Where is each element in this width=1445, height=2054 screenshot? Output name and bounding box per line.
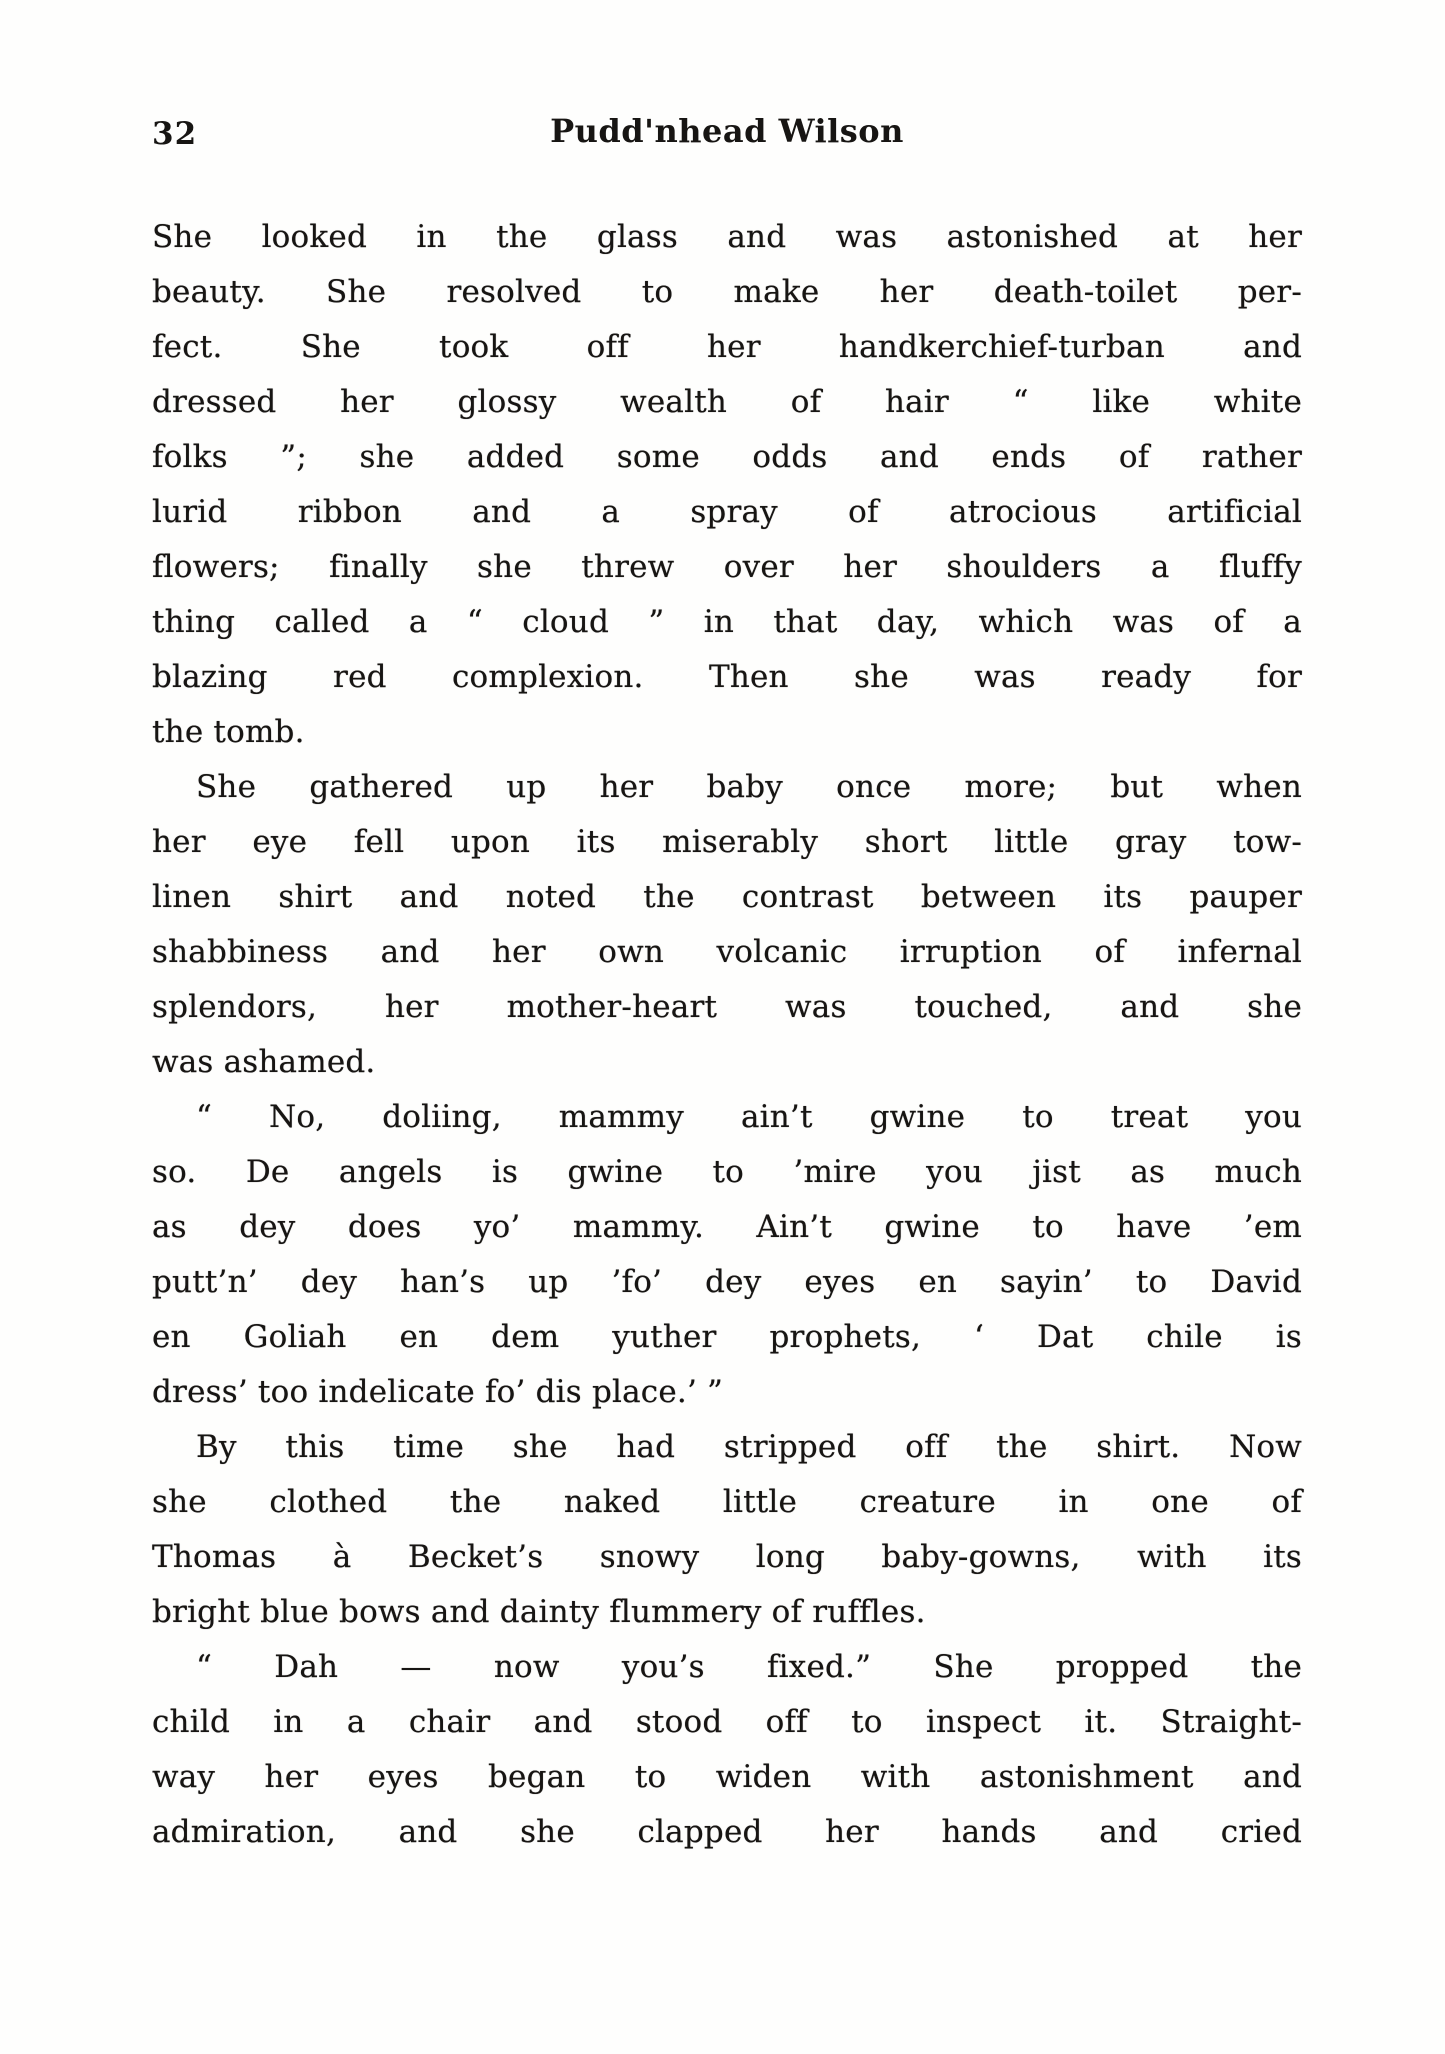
- running-title: Pudd'nhead Wilson: [550, 112, 904, 150]
- text-line: dressed her glossy wealth of hair “ like white: [152, 384, 1302, 420]
- text-line: folks ”; she added some odds and ends of rather: [152, 439, 1302, 475]
- type-block: [152, 112, 1302, 1860]
- text-line: as dey does yo’ mammy. Ain’t gwine to have ’em: [152, 1209, 1302, 1245]
- text-line: By this time she had stripped off the shirt. Now: [196, 1429, 1302, 1465]
- text-line: way her eyes began to widen with astonishment and: [152, 1759, 1302, 1795]
- text-line: fect. She took off her handkerchief-turban and: [152, 329, 1302, 365]
- text-line: flowers; finally she threw over her shoulders a fluffy: [152, 549, 1302, 585]
- text-line: putt’n’ dey han’s up ’fo’ dey eyes en sayin’ to David: [152, 1264, 1302, 1300]
- text-line: thing called a “ cloud ” in that day, which was of a: [152, 604, 1302, 640]
- page-number: 32: [152, 116, 198, 152]
- text-line: was ashamed.: [152, 1044, 376, 1080]
- text-line: beauty. She resolved to make her death-toilet per-: [152, 274, 1302, 310]
- page-body: [152, 210, 1302, 1860]
- text-line: her eye fell upon its miserably short little gray tow-: [152, 824, 1302, 860]
- text-line: she clothed the naked little creature in one of: [152, 1484, 1302, 1520]
- text-line: so. De angels is gwine to ’mire you jist as much: [152, 1154, 1302, 1190]
- text-line: child in a chair and stood off to inspect it. Straight-: [152, 1704, 1302, 1740]
- text-line: lurid ribbon and a spray of atrocious artificial: [152, 494, 1302, 530]
- text-line: the tomb.: [152, 714, 305, 750]
- text-line: She gathered up her baby once more; but when: [196, 769, 1302, 805]
- text-line: “ No, doliing, mammy ain’t gwine to treat you: [196, 1099, 1302, 1135]
- text-line: splendors, her mother-heart was touched, and she: [152, 989, 1302, 1025]
- text-line: admiration, and she clapped her hands and cried: [152, 1814, 1302, 1850]
- text-line: dress’ too indelicate fo’ dis place.’ ”: [152, 1374, 724, 1410]
- text-line: blazing red complexion. Then she was ready for: [152, 659, 1302, 695]
- text-line: “ Dah — now you’s fixed.” She propped the: [196, 1649, 1302, 1685]
- text-line: She looked in the glass and was astonished at her: [152, 219, 1302, 255]
- text-line: bright blue bows and dainty flummery of ruffles.: [152, 1594, 926, 1630]
- running-header: [152, 112, 1302, 158]
- text-line: linen shirt and noted the contrast between its pauper: [152, 879, 1302, 915]
- text-line: Thomas à Becket’s snowy long baby-gowns, with its: [152, 1539, 1302, 1575]
- text-line: en Goliah en dem yuther prophets, ‘ Dat chile is: [152, 1319, 1302, 1355]
- text-line: shabbiness and her own volcanic irruption of infernal: [152, 934, 1302, 970]
